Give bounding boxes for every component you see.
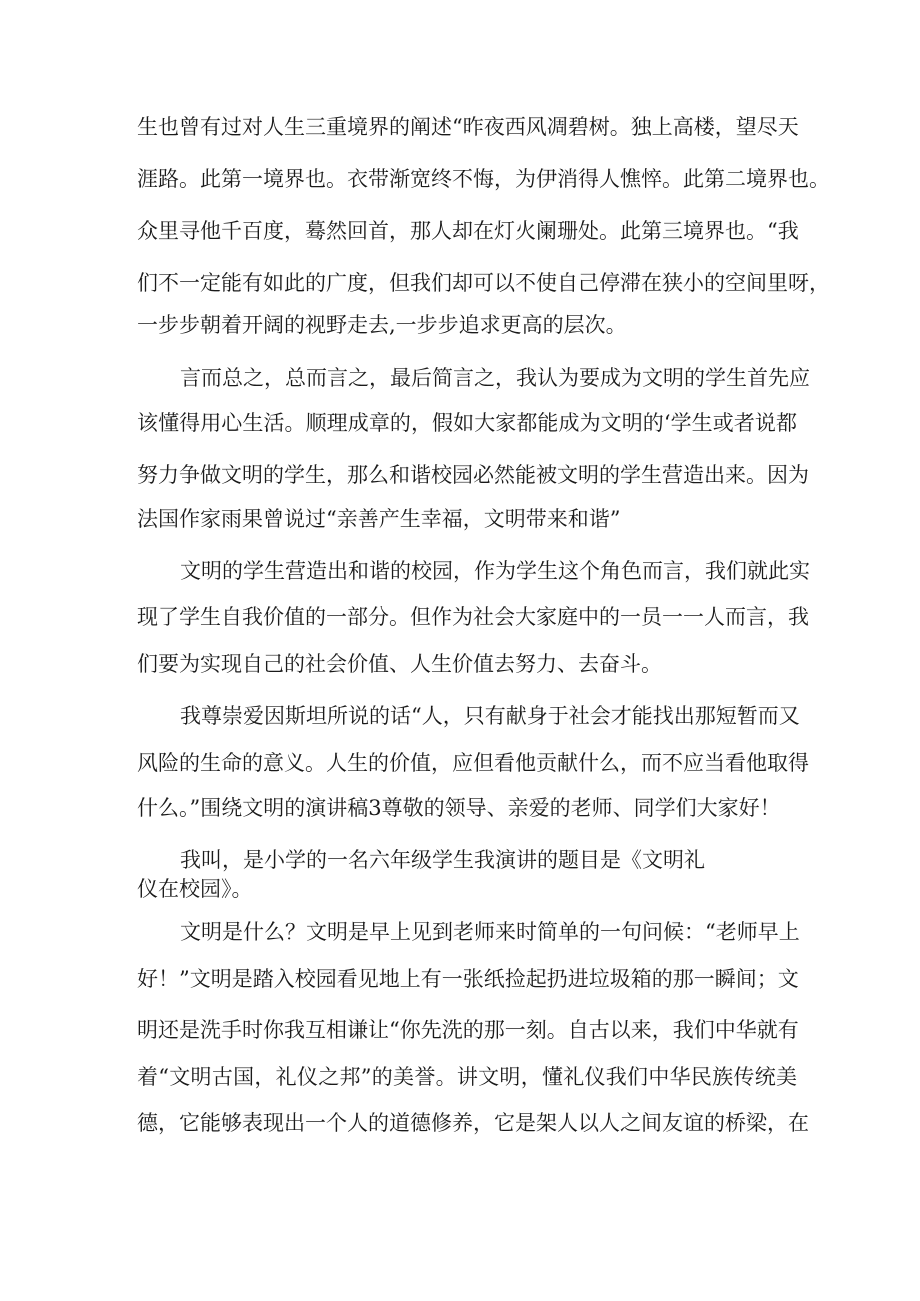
text-line: 德，它能够表现出一个人的道德修养，它是架人以人之间友谊的桥梁，在: [137, 1111, 809, 1135]
text-line: 什么。”围绕文明的演讲稿3尊敬的领导、亲爱的老师、同学们大家好！: [137, 796, 781, 820]
text-line: 众里寻他千百度，蓦然回首，那人却在灯火阑珊处。此第三境界也。“我: [137, 219, 799, 243]
text-line: 们要为实现自己的社会价值、人生价值去努力、去奋斗。: [137, 652, 662, 676]
text-line: 我尊崇爱因斯坦所说的话“人，只有献身于社会才能找出那短暂而又: [180, 704, 800, 728]
text-line: 生也曾有过对人生三重境界的阐述“昨夜西风凋碧树。独上高楼，望尽天: [137, 115, 799, 139]
text-line: 现了学生自我价值的一部分。但作为社会大家庭中的一员一一人而言，我: [137, 605, 809, 629]
text-line: 仪在校园》。: [137, 877, 253, 901]
text-line: 法国作家雨果曾说过“亲善产生幸福，文明带来和谐”: [137, 507, 621, 531]
text-line: 言而总之，总而言之，最后简言之，我认为要成为文明的学生首先应: [180, 366, 810, 390]
text-line: 们不一定能有如此的广度，但我们却可以不使自己停滞在狭小的空间里呀，: [137, 271, 830, 295]
text-line: 涯路。此第一境界也。衣带渐宽终不悔，为伊消得人憔悴。此第二境界也。: [137, 167, 830, 191]
text-line: 好！”文明是踏入校园看见地上有一张纸捡起扔进垃圾箱的那一瞬间；文: [137, 967, 799, 991]
text-line: 该懂得用心生活。顺理成章的，假如大家都能成为文明的‘学生或者说都: [137, 411, 797, 435]
text-line: 我叫，是小学的一名六年级学生我演讲的题目是《文明礼: [180, 848, 705, 872]
text-line: 文明的学生营造出和谐的校园，作为学生这个角色而言，我们就此实: [180, 559, 810, 583]
text-line: 一步步朝着开阔的视野走去,一步步追求更高的层次。: [137, 313, 627, 337]
text-line: 文明是什么？文明是早上见到老师来时简单的一句问候：“老师早上: [180, 920, 800, 944]
text-line: 风险的生命的意义。人生的价值，应但看他贡献什么，而不应当看他取得: [137, 751, 809, 775]
text-line: 着“文明古国，礼仪之邦”的美誉。讲文明，懂礼仪我们中华民族传统美: [137, 1065, 797, 1089]
text-line: 努力争做文明的学生，那么和谐校园必然能被文明的学生营造出来。因为: [137, 463, 809, 487]
text-line: 明还是洗手时你我互相谦让“你先洗的那一刻。自古以来，我们中华就有: [137, 1018, 799, 1042]
